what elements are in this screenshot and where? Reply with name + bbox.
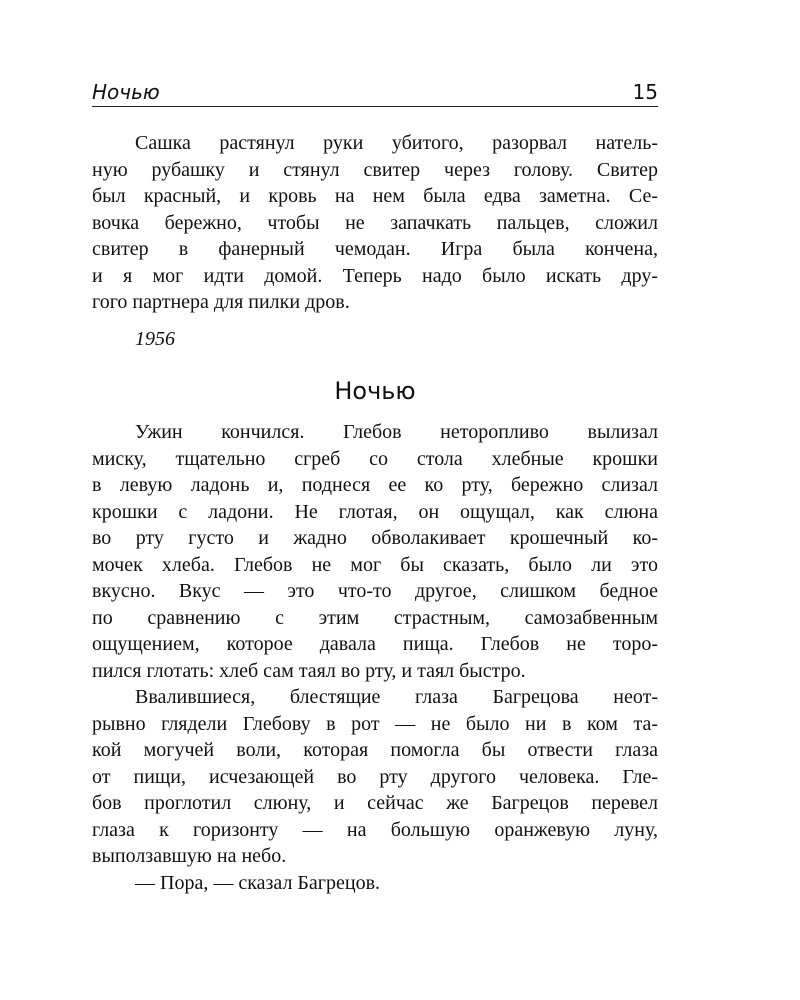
- text-line: и я мог идти домой. Теперь надо было искать дру-: [92, 264, 658, 287]
- page-number: 15: [632, 80, 658, 104]
- running-header: [92, 80, 658, 107]
- text-line: от пищи, исчезающей во рту другого человека. Гле-: [92, 765, 658, 788]
- text-line: вочка бережно, чтобы не запачкать пальцев, сложил: [92, 211, 658, 234]
- text-line: был красный, и кровь на нем была едва заметна. Се-: [92, 185, 658, 207]
- chapter-title: Ночью: [334, 377, 416, 405]
- story-date: 1956: [135, 328, 175, 350]
- text-line: ную рубашку и стянул свитер через голову. Свитер: [92, 158, 658, 181]
- text-line: свитер в фанерный чемодан. Игра была кончена,: [92, 238, 658, 260]
- text-line: во рту густо и жадно обволакивает крошечный ко-: [92, 527, 658, 549]
- text-line: пился глотать: хлеб сам таял во рту, и таял быстро.: [92, 659, 526, 682]
- text-line: по сравнению с этим страстным, самозабвенным: [92, 606, 658, 629]
- text-line: рывно глядели Глебову в рот — не было ни в ком та-: [92, 712, 658, 735]
- text-line: в левую ладонь и, поднеся ее ко рту, бережно слизал: [92, 474, 658, 496]
- text-line: гого партнера для пилки дров.: [92, 291, 350, 313]
- text-line: выползавшую на небо.: [92, 845, 287, 867]
- text-line: — Пора, — сказал Багрецов.: [135, 871, 381, 894]
- paragraph-3: [92, 870, 658, 897]
- text-line: Ужин кончился. Глебов неторопливо вылизал: [135, 421, 658, 443]
- text-line: кой могучей воли, которая помогла бы отвести глаза: [92, 739, 658, 761]
- previous-story-paragraph: [92, 130, 658, 316]
- text-line: вкусно. Вкус — это что-то другое, слишком бедное: [92, 580, 658, 602]
- text-line: Ввалившиеся, блестящие глаза Багрецова неот-: [135, 686, 658, 708]
- text-line: глаза к горизонту — на большую оранжевую луну,: [92, 818, 658, 841]
- text-line: ощущением, которое давала пища. Глебов не торо-: [92, 633, 658, 655]
- text-line: крошки с ладони. Не глотая, он ощущал, как слюна: [92, 500, 658, 523]
- text-line: миску, тщательно сгреб со стола хлебные крошки: [92, 447, 658, 470]
- paragraph-2: [92, 684, 658, 870]
- text-line: бов проглотил слюну, и сейчас же Багрецов перевел: [92, 792, 658, 814]
- running-title: Ночью: [92, 80, 160, 104]
- text-line: мочек хлеба. Глебов не мог бы сказать, было ли это: [92, 553, 658, 576]
- paragraph-1: [92, 419, 658, 684]
- story-body: [92, 419, 658, 896]
- text-line: Сашка растянул руки убитого, разорвал натель-: [135, 132, 658, 154]
